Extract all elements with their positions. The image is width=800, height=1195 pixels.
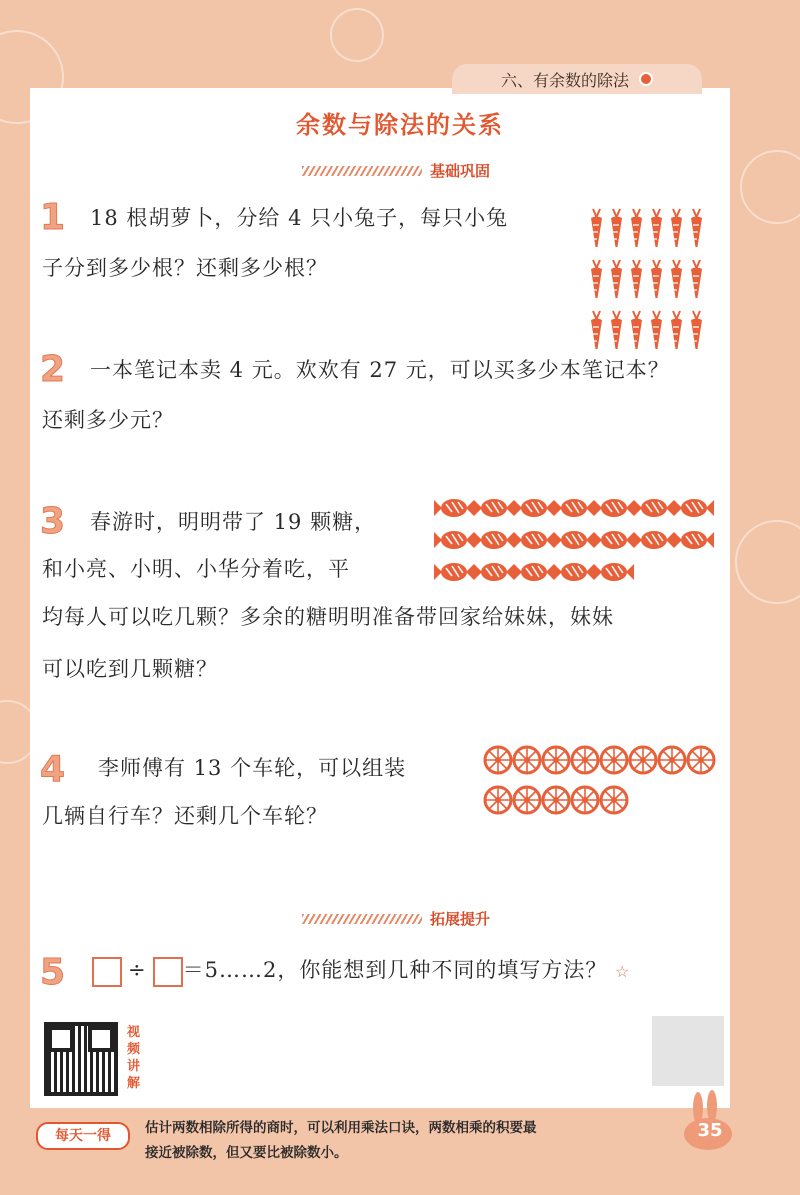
question-3-line-2: 和小亮、小明、小华分着吃，平 (42, 557, 350, 581)
candy-icon (632, 496, 672, 524)
wheel-icon (512, 785, 541, 819)
carrot-icon (588, 256, 608, 304)
qr-code[interactable] (44, 1022, 118, 1096)
candy-icon (552, 560, 592, 588)
wheel-icon (599, 785, 628, 819)
carrot-icon (648, 256, 668, 304)
candy-icon (472, 560, 512, 588)
divisor-blank[interactable] (153, 957, 183, 987)
carrot-icon (668, 256, 688, 304)
question-1-number: 1 (40, 197, 66, 238)
video-explanation-label: 视频讲解 (127, 1025, 141, 1091)
section-basic-header (0, 160, 800, 181)
division-sign: ÷ (128, 958, 147, 982)
carrot-icon (588, 307, 608, 355)
question-2-line-1: 一本笔记本卖 4 元。欢欢有 27 元，可以买多少本笔记本？ (90, 358, 670, 382)
page-title: 余数与除法的关系 (296, 111, 504, 139)
wheel-icon (570, 745, 599, 779)
candy-icon (592, 496, 632, 524)
chapter-tab (452, 64, 702, 94)
hatch-decoration (302, 166, 422, 176)
chapter-dot-icon (639, 72, 653, 86)
candy-icon (592, 560, 632, 588)
candy-icon (672, 528, 712, 556)
section-basic-label: 基础巩固 (429, 162, 490, 180)
carrot-icon (628, 256, 648, 304)
daily-tip-text (145, 1116, 645, 1166)
question-3-line-1: 春游时，明明带了 19 颗糖， (90, 510, 377, 534)
candy-icon (512, 496, 552, 524)
wheel-icon (599, 745, 628, 779)
star-icon: ☆ (615, 962, 631, 981)
wheel-icon (628, 745, 657, 779)
carrot-icon (628, 205, 648, 253)
carrot-icon (688, 307, 708, 355)
candy-icon (592, 528, 632, 556)
wheel-icon (541, 745, 570, 779)
question-1-line-2: 子分到多少根？还剩多少根？ (42, 256, 328, 280)
candy-group (432, 496, 712, 588)
hatch-decoration (302, 914, 422, 924)
question-3-line-3: 均每人可以吃几颗？多余的糖明明准备带回家给妹妹，妹妹 (42, 605, 614, 629)
carrot-icon (608, 307, 628, 355)
section-extend-label: 拓展提升 (429, 910, 490, 928)
background-doodle (735, 520, 800, 604)
tip-line-1: 估计两数相除所得的商时，可以利用乘法口诀，两数相乘的积要最 (145, 1120, 537, 1136)
candy-icon (472, 528, 512, 556)
carrot-icon (688, 256, 708, 304)
candy-icon (552, 528, 592, 556)
carrot-icon (648, 205, 668, 253)
candy-icon (672, 496, 712, 524)
carrot-group (588, 205, 708, 355)
wheel-icon (686, 745, 715, 779)
question-4-number: 4 (40, 749, 66, 790)
wheel-icon (570, 785, 599, 819)
carrot-icon (608, 205, 628, 253)
daily-tip-badge: 每天一得 (36, 1122, 130, 1150)
wheel-icon (512, 745, 541, 779)
carrot-icon (668, 307, 688, 355)
candy-icon (512, 560, 552, 588)
dividend-blank[interactable] (92, 957, 122, 987)
question-5-text: ＝5……2，你能想到几种不同的填写方法？ (182, 958, 608, 982)
carrot-icon (628, 307, 648, 355)
candy-icon (432, 528, 472, 556)
question-2-line-2: 还剩多少元？ (42, 408, 174, 432)
carrot-icon (668, 205, 688, 253)
page-number: 35 (697, 1120, 723, 1141)
tip-line-2: 接近被除数，但又要比被除数小。 (145, 1145, 348, 1161)
question-5-number: 5 (40, 952, 66, 993)
candy-icon (552, 496, 592, 524)
carrot-icon (608, 256, 628, 304)
background-doodle (330, 8, 384, 62)
chapter-title: 六、有余数的除法 (500, 70, 629, 90)
question-3-line-4: 可以吃到几颗糖？ (42, 657, 218, 681)
question-4-line-1: 李师傅有 13 个车轮，可以组装 (98, 756, 407, 780)
stamp-image (652, 1016, 724, 1086)
candy-icon (512, 528, 552, 556)
candy-icon (632, 528, 672, 556)
candy-icon (432, 496, 472, 524)
wheel-group (483, 745, 715, 819)
question-1-line-1: 18 根胡萝卜，分给 4 只小兔子，每只小兔 (90, 206, 509, 230)
carrot-icon (648, 307, 668, 355)
carrot-icon (688, 205, 708, 253)
question-4-line-2: 几辆自行车？还剩几个车轮？ (42, 804, 328, 828)
question-3-number: 3 (40, 501, 66, 542)
section-extend-header (0, 908, 800, 929)
wheel-icon (483, 785, 512, 819)
question-2-number: 2 (40, 349, 66, 390)
wheel-icon (657, 745, 686, 779)
carrot-icon (588, 205, 608, 253)
candy-icon (432, 560, 472, 588)
candy-icon (472, 496, 512, 524)
wheel-icon (541, 785, 570, 819)
wheel-icon (483, 745, 512, 779)
question-5-equation (92, 955, 630, 987)
